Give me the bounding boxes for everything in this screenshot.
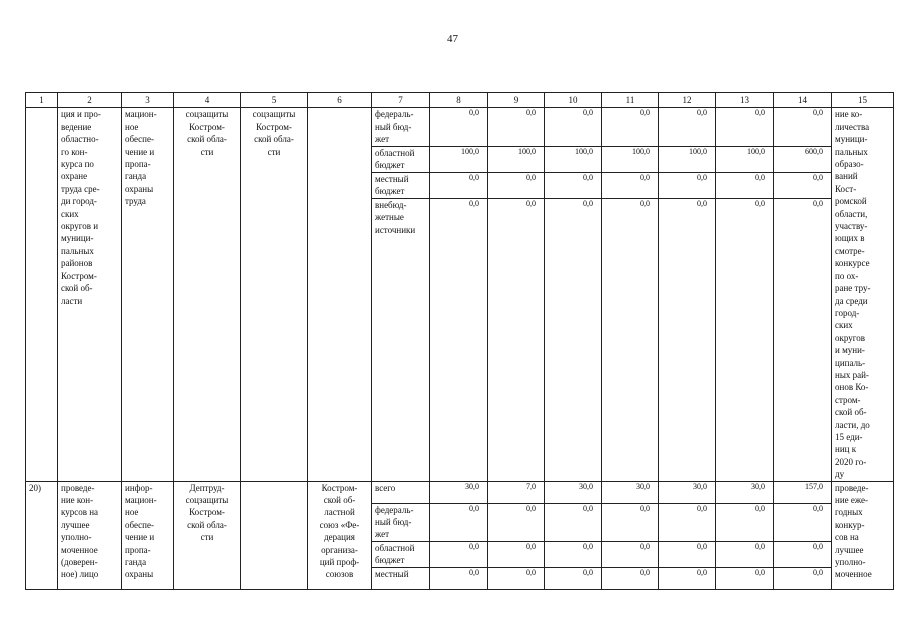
value-cell: 0,0 <box>659 503 716 541</box>
value-cell: 0,0 <box>716 567 774 589</box>
value-cell: 157,0 <box>774 481 832 503</box>
value-cell: 0,0 <box>430 198 488 481</box>
col-header: 1 <box>26 93 58 108</box>
col-header: 10 <box>545 93 602 108</box>
value-cell: 0,0 <box>430 567 488 589</box>
funding-source: областной бюджет <box>372 541 430 567</box>
responsible-executor: соцзащиты Костром- ской обла- сти <box>174 108 241 481</box>
co-executor: соцзащиты Костром- ской обла- сти <box>241 108 308 481</box>
value-cell: 30,0 <box>545 481 602 503</box>
value-cell: 30,0 <box>716 481 774 503</box>
partner <box>308 108 372 481</box>
value-cell: 0,0 <box>659 567 716 589</box>
value-cell: 0,0 <box>488 108 545 146</box>
event-name: проведе- ние кон- курсов на лучшее уполно- моченное (доверен- ное) лицо <box>58 481 122 589</box>
value-cell: 0,0 <box>430 541 488 567</box>
partner: Костром- ской об- ластной союз «Фе- дерация организа- ций проф- союзов <box>308 481 372 589</box>
funding-source: федераль- ный бюд- жет <box>372 108 430 146</box>
row-number: 20) <box>26 481 58 589</box>
event-type: мацион- ное обеспе- чение и пропа- ганда охраны труда <box>122 108 174 481</box>
expected-result: проведе- ние еже- годных конкур- сов на лучшее уполно- моченное <box>832 481 894 589</box>
value-cell: 0,0 <box>602 541 659 567</box>
value-cell: 100,0 <box>602 146 659 172</box>
value-cell: 0,0 <box>774 172 832 198</box>
value-cell: 0,0 <box>716 172 774 198</box>
value-cell: 100,0 <box>488 146 545 172</box>
value-cell: 0,0 <box>659 541 716 567</box>
row-number <box>26 108 58 481</box>
value-cell: 100,0 <box>659 146 716 172</box>
value-cell: 30,0 <box>659 481 716 503</box>
value-cell: 0,0 <box>774 567 832 589</box>
col-header: 8 <box>430 93 488 108</box>
value-cell: 0,0 <box>774 541 832 567</box>
value-cell: 0,0 <box>488 172 545 198</box>
value-cell: 0,0 <box>716 198 774 481</box>
funding-source: местный бюджет <box>372 172 430 198</box>
funding-source: всего <box>372 481 430 503</box>
value-cell: 0,0 <box>659 198 716 481</box>
col-header: 14 <box>774 93 832 108</box>
value-cell: 0,0 <box>716 108 774 146</box>
col-header: 12 <box>659 93 716 108</box>
value-cell: 0,0 <box>545 541 602 567</box>
value-cell: 0,0 <box>488 567 545 589</box>
value-cell: 0,0 <box>545 198 602 481</box>
value-cell: 0,0 <box>488 541 545 567</box>
value-cell: 0,0 <box>430 503 488 541</box>
col-header: 6 <box>308 93 372 108</box>
value-cell: 0,0 <box>774 503 832 541</box>
funding-source: местный <box>372 567 430 589</box>
value-cell: 0,0 <box>659 172 716 198</box>
funding-source: внебюд- жетные источники <box>372 198 430 481</box>
value-cell: 0,0 <box>430 172 488 198</box>
value-cell: 0,0 <box>545 108 602 146</box>
col-header: 13 <box>716 93 774 108</box>
col-header: 2 <box>58 93 122 108</box>
value-cell: 0,0 <box>602 503 659 541</box>
value-cell: 7,0 <box>488 481 545 503</box>
value-cell: 0,0 <box>716 503 774 541</box>
value-cell: 0,0 <box>716 541 774 567</box>
value-cell: 0,0 <box>602 172 659 198</box>
col-header: 3 <box>122 93 174 108</box>
col-header: 4 <box>174 93 241 108</box>
table-row <box>26 108 894 146</box>
value-cell: 0,0 <box>774 198 832 481</box>
page-number: 47 <box>447 33 458 45</box>
col-header: 7 <box>372 93 430 108</box>
value-cell: 100,0 <box>545 146 602 172</box>
value-cell: 600,0 <box>774 146 832 172</box>
col-header: 9 <box>488 93 545 108</box>
value-cell: 0,0 <box>545 567 602 589</box>
program-table <box>25 92 894 590</box>
value-cell: 30,0 <box>602 481 659 503</box>
co-executor <box>241 481 308 589</box>
col-header: 11 <box>602 93 659 108</box>
col-header: 5 <box>241 93 308 108</box>
header-row <box>26 93 894 108</box>
col-header: 15 <box>832 93 894 108</box>
value-cell: 0,0 <box>430 108 488 146</box>
expected-result: ние ко- личества муници- пальных образо- ваний Кост- ромской области, участву- ющих в смотре- конкурсе по ох- ране тру- да среди город- ских округов и муни- ципаль- ных рай- онов Ко- стром- ской об- ласти, до 15 еди- ниц к 2020 го- ду <box>832 108 894 481</box>
table-row <box>26 481 894 503</box>
value-cell: 100,0 <box>716 146 774 172</box>
value-cell: 0,0 <box>545 503 602 541</box>
value-cell: 30,0 <box>430 481 488 503</box>
value-cell: 100,0 <box>430 146 488 172</box>
event-name: ция и про- ведение областно- го кон- курса по охране труда сре- ди город- ских округов и муници- пальных районов Костром- ской об- ласти <box>58 108 122 481</box>
value-cell: 0,0 <box>659 108 716 146</box>
value-cell: 0,0 <box>602 198 659 481</box>
responsible-executor: Дептруд- соцзащиты Костром- ской обла- сти <box>174 481 241 589</box>
value-cell: 0,0 <box>488 198 545 481</box>
funding-source: областной бюджет <box>372 146 430 172</box>
event-type: инфор- мацион- ное обеспе- чение и пропа- ганда охраны <box>122 481 174 589</box>
value-cell: 0,0 <box>602 108 659 146</box>
value-cell: 0,0 <box>488 503 545 541</box>
funding-source: федераль- ный бюд- жет <box>372 503 430 541</box>
value-cell: 0,0 <box>545 172 602 198</box>
value-cell: 0,0 <box>602 567 659 589</box>
value-cell: 0,0 <box>774 108 832 146</box>
